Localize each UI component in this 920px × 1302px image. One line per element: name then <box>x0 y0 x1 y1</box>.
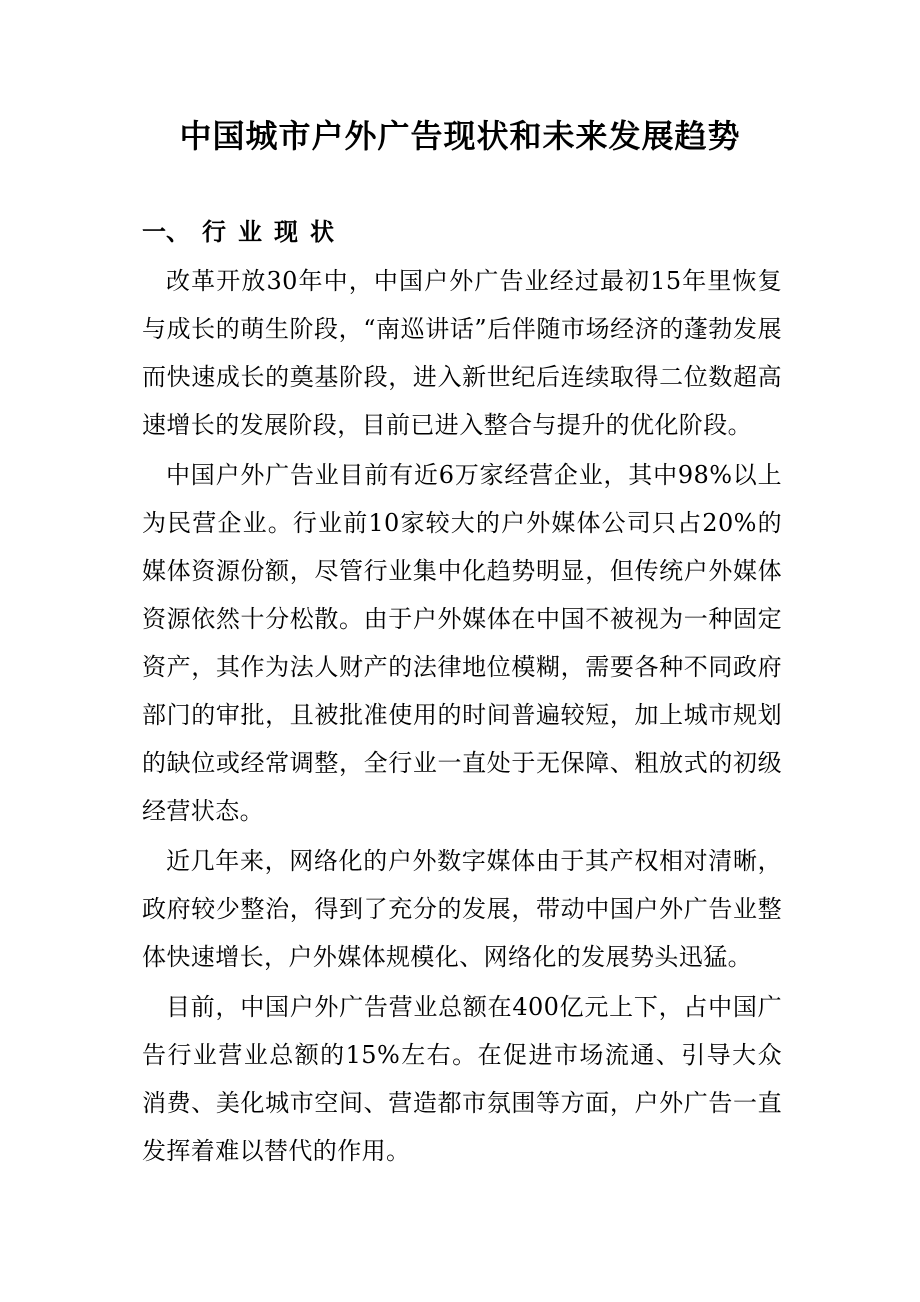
document-body <box>142 257 782 1177</box>
document-title: 中国城市户外广告现状和未来发展趋势 <box>179 117 741 155</box>
paragraph-4: 目前，中国户外广告营业总额在400亿元上下，占中国广告行业营业总额的15%左右。在促进市场流通、引导大众消费、美化城市空间、营造都市氛围等方面，户外广告一直发挥着难以替代的作用。 <box>142 993 782 1165</box>
section-heading <box>142 212 346 252</box>
paragraph-2: 中国户外广告业目前有近6万家经营企业，其中98%以上为民营企业。行业前10家较大的户外媒体公司只占20%的媒体资源份额，尽管行业集中化趋势明显，但传统户外媒体资源依然十分松散。由于户外媒体在中国不被视为一种固定资产，其作为法人财产的法律地位模糊，需要各种不同政府部门的审批，且被批准使用的时间普遍较短，加上城市规划的缺位或经常调整，全行业一直处于无保障、粗放式的初级经营状态。 <box>142 461 782 825</box>
section-heading-text: 行业现状 <box>202 217 346 246</box>
paragraph-3: 近几年来，网络化的户外数字媒体由于其产权相对清晰，政府较少整治，得到了充分的发展，带动中国户外广告业整体快速增长，户外媒体规模化、网络化的发展势头迅猛。 <box>142 847 782 971</box>
paragraph-1: 改革开放30年中，中国户外广告业经过最初15年里恢复与成长的萌生阶段，“南巡讲话”后伴随市场经济的蓬勃发展而快速成长的奠基阶段，进入新世纪后连续取得二位数超高速增长的发展阶段，目前已进入整合与提升的优化阶段。 <box>142 267 782 439</box>
section-number: 一、 <box>142 217 190 246</box>
